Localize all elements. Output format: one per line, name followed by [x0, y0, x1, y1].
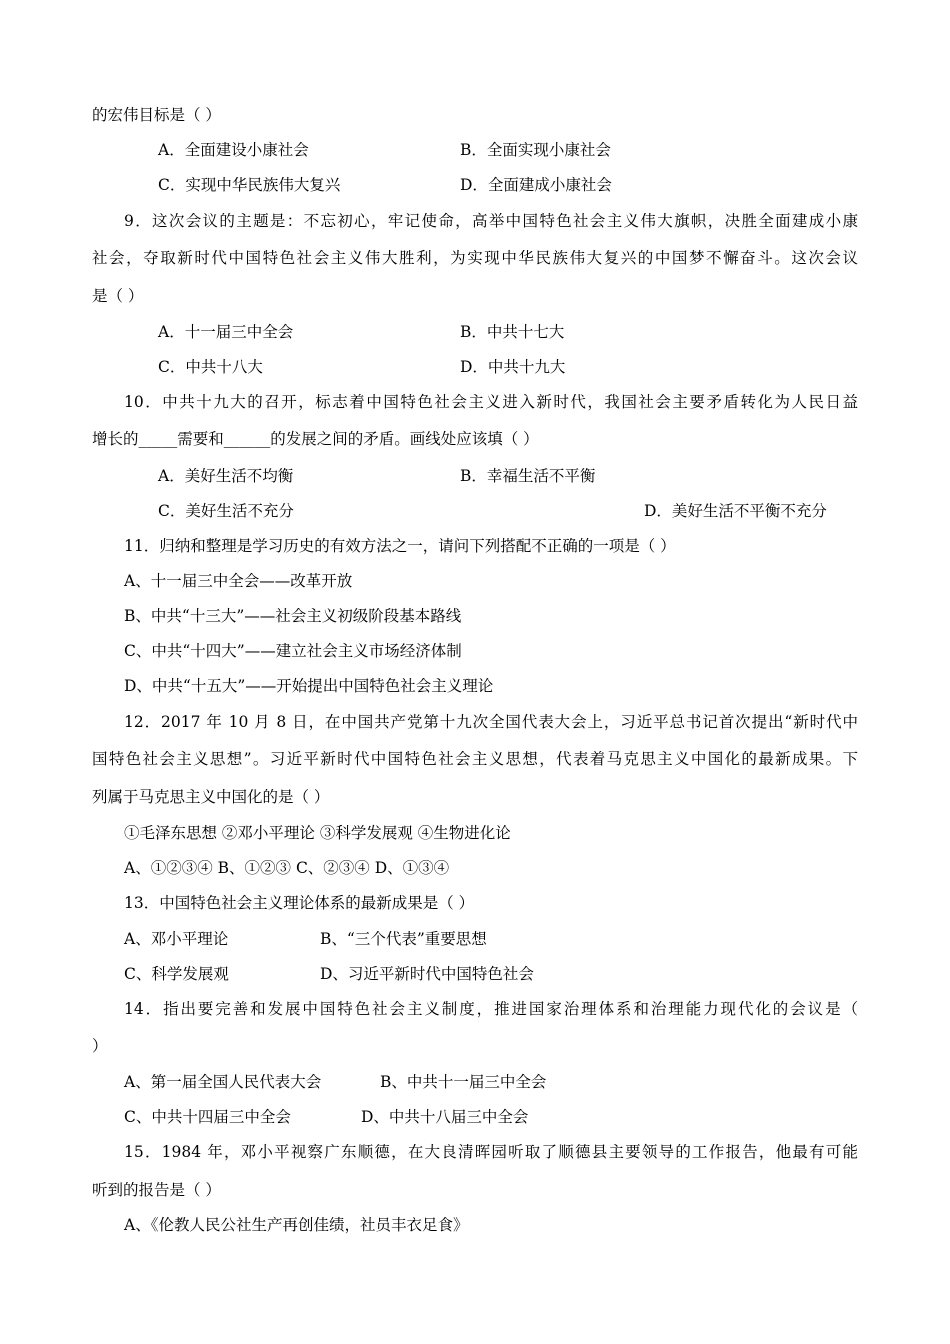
q9-option-b: B．中共十七大	[460, 323, 565, 341]
q14-option-b: B、中共十一届三中全会	[380, 1073, 547, 1091]
q11-option-b: B、中共“十三大”——社会主义初级阶段基本路线	[124, 607, 462, 625]
q8-stem-tail: 的宏伟目标是（ ）	[92, 106, 221, 124]
q11-option-d: D、中共“十五大”——开始提出中国特色社会主义理论	[124, 677, 494, 695]
q12-options: A、①②③④ B、①②③ C、②③④ D、①③④	[124, 859, 450, 877]
q15-option-a: A、《伦教人民公社生产再创佳绩，社员丰衣足食》	[124, 1216, 469, 1234]
q9-stem-line3: 是（ ）	[92, 287, 144, 305]
q11-stem: 11．归纳和整理是学习历史的有效方法之一，请问下列搭配不正确的一项是（ ）	[124, 537, 676, 555]
q15-stem-line2: 听到的报告是（ ）	[92, 1181, 221, 1199]
q14-stem-line2: ）	[92, 1037, 108, 1055]
q13-stem: 13．中国特色社会主义理论体系的最新成果是（ ）	[124, 894, 475, 912]
q9-option-a: A．十一届三中全会	[158, 323, 294, 341]
q9-option-c: C．中共十八大	[158, 358, 263, 376]
q13-option-a: A、邓小平理论	[124, 930, 229, 948]
q13-option-c: C、科学发展观	[124, 965, 229, 983]
q13-option-d: D、习近平新时代中国特色社会	[320, 965, 534, 983]
q8-option-d: D．全面建成小康社会	[460, 176, 612, 194]
q12-stem-line2: 国特色社会主义思想”。习近平新时代中国特色社会主义思想，代表着马克思主义中国化的最新成果。下	[92, 750, 858, 768]
q10-stem-line1: 10．中共十九大的召开，标志着中国特色社会主义进入新时代，我国社会主要矛盾转化为人民日益	[124, 393, 858, 411]
q10-option-a: A．美好生活不均衡	[158, 467, 294, 485]
q12-stem-line1: 12．2017 年 10 月 8 日，在中国共产党第十九次全国代表大会上，习近平总书记首次提出“新时代中	[124, 713, 858, 731]
q8-option-a: A．全面建设小康社会	[158, 141, 309, 159]
q13-option-b: B、“三个代表”重要思想	[320, 930, 487, 948]
q14-option-d: D、中共十八届三中全会	[361, 1108, 529, 1126]
q12-items: ①毛泽东思想 ②邓小平理论 ③科学发展观 ④生物进化论	[124, 824, 511, 842]
q10-option-c: C．美好生活不充分	[158, 502, 294, 520]
q12-stem-line3: 列属于马克思主义中国化的是（ ）	[92, 788, 330, 806]
q15-stem-line1: 15．1984 年，邓小平视察广东顺德，在大良清晖园听取了顺德县主要领导的工作报告，他最有可能	[124, 1143, 858, 1161]
q14-option-a: A、第一届全国人民代表大会	[124, 1073, 322, 1091]
q11-option-c: C、中共“十四大”——建立社会主义市场经济体制	[124, 642, 462, 660]
q9-stem-line2: 社会，夺取新时代中国特色社会主义伟大胜利，为实现中华民族伟大复兴的中国梦不懈奋斗。这次会议	[92, 249, 858, 267]
q8-option-b: B．全面实现小康社会	[460, 141, 611, 159]
q9-option-d: D．中共十九大	[460, 358, 566, 376]
q10-option-b: B．幸福生活不平衡	[460, 467, 596, 485]
q10-stem-line2: 增长的_____需要和______的发展之间的矛盾。画线处应该填（ ）	[92, 430, 539, 448]
q10-option-d: D．美好生活不平衡不充分	[644, 502, 827, 520]
q14-option-c: C、中共十四届三中全会	[124, 1108, 291, 1126]
q9-stem-line1: 9．这次会议的主题是：不忘初心，牢记使命，高举中国特色社会主义伟大旗帜，决胜全面建成小康	[124, 212, 858, 230]
q11-option-a: A、十一届三中全会——改革开放	[124, 572, 353, 590]
q8-option-c: C．实现中华民族伟大复兴	[158, 176, 341, 194]
q14-stem-line1: 14．指出要完善和发展中国特色社会主义制度，推进国家治理体系和治理能力现代化的会议是（	[124, 1000, 858, 1018]
